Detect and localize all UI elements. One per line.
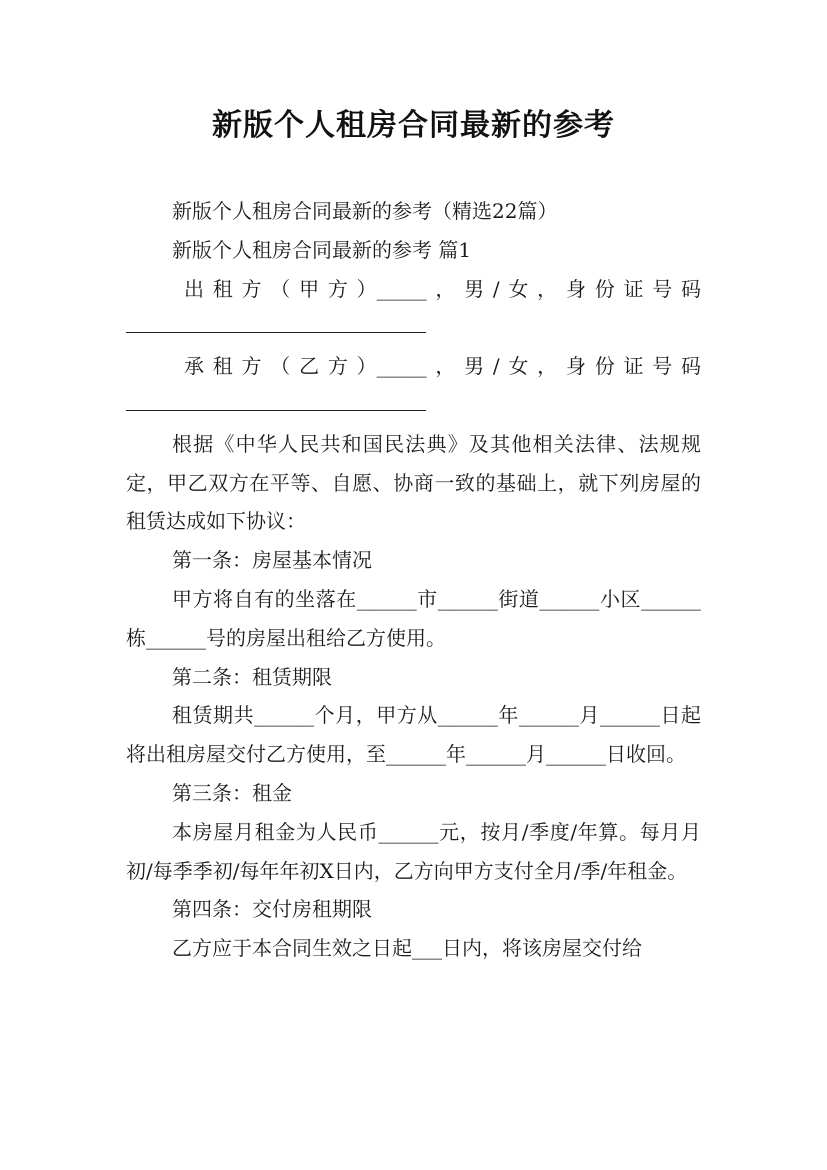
document-body	[126, 192, 701, 968]
lessee-char: ）_____	[356, 354, 427, 379]
lessor-char: 方	[327, 276, 348, 301]
article-3-title: 第三条：租金	[172, 780, 292, 805]
article-4-body: 乙方应于本合同生效之日起___日内，将该房屋交付给	[172, 936, 642, 961]
lessor-char: ，	[537, 276, 558, 301]
lessor-char: 号	[652, 276, 673, 301]
lessor-char: ，	[435, 276, 456, 301]
lessor-char: 身	[565, 276, 586, 301]
article-1-title: 第一条：房屋基本情况	[172, 548, 372, 573]
article-1-body: 甲方将自有的坐落在______市______街道______小区______栋______号的房屋出租给乙方使用。	[126, 586, 701, 650]
lessee-char: 号	[652, 354, 673, 379]
lessee-char: 男	[464, 354, 485, 379]
paragraph-legal-basis: 根据《中华人民共和国民法典》及其他相关法律、法规规定，甲乙双方在平等、自愿、协商一致的基础上，就下列房屋的租赁达成如下协议：	[126, 431, 701, 534]
lessee-char: 身	[565, 354, 586, 379]
lessor-char: 出	[184, 276, 204, 301]
lessor-char: 租	[212, 276, 233, 301]
lessor-char: 证	[623, 276, 644, 301]
lessee-char: 方	[327, 354, 348, 379]
article-2-title: 第二条：租赁期限	[172, 664, 332, 689]
lessor-char: 份	[594, 276, 615, 301]
lessee-char: ，	[537, 354, 558, 379]
lessee-char: 方	[241, 354, 262, 379]
article-4-title: 第四条：交付房租期限	[172, 897, 372, 922]
paragraph-section-heading: 新版个人租房合同最新的参考 篇1	[172, 237, 472, 262]
lessor-id-blank	[126, 308, 701, 347]
lessor-line	[126, 270, 701, 309]
lessor-char: 女	[508, 276, 529, 301]
article-2-body: 租赁期共______个月，甲方从______年______月______日起将出租房屋交付乙方使用，至______年______月______日收回。	[126, 703, 701, 767]
lessee-char: 乙	[299, 354, 320, 379]
paragraph-subtitle: 新版个人租房合同最新的参考（精选22篇）	[172, 199, 558, 223]
lessor-char: 码	[681, 276, 701, 301]
lessee-id-blank	[126, 386, 701, 425]
lessee-char: 份	[594, 354, 615, 379]
article-3-body: 本房屋月租金为人民币______元，按月/季度/年算。每月月初/每季季初/每年年初X日内，乙方向甲方支付全月/季/年租金。	[126, 819, 701, 883]
lessor-char: ）_____	[356, 276, 427, 301]
lessee-line	[126, 347, 701, 386]
lessee-char: ，	[435, 354, 456, 379]
lessor-char: 甲	[299, 276, 320, 301]
lessor-char: 男	[464, 276, 485, 301]
lessee-char: 女	[508, 354, 529, 379]
lessee-char: /	[492, 354, 500, 379]
lessor-char: 方	[241, 276, 262, 301]
lessor-char: /	[492, 276, 500, 301]
lessee-char: 承	[184, 354, 204, 379]
document-title: 新版个人租房合同最新的参考	[212, 108, 615, 143]
lessee-char: （	[270, 354, 291, 379]
lessee-char: 租	[212, 354, 233, 379]
lessee-char: 证	[623, 354, 644, 379]
lessee-char: 码	[681, 354, 701, 379]
lessor-char: （	[270, 276, 291, 301]
